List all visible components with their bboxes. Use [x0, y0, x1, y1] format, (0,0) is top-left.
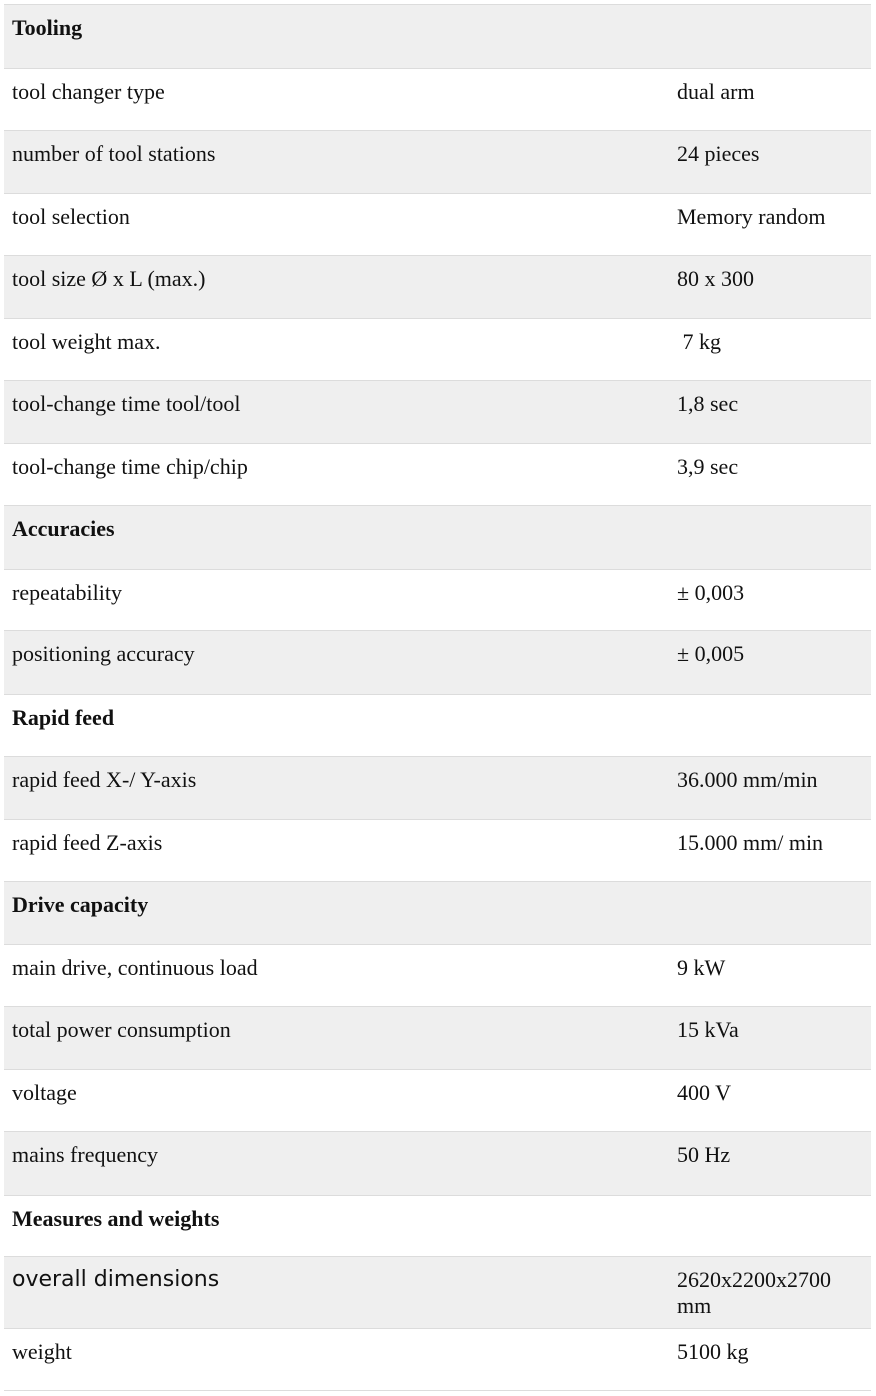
table-row	[4, 945, 871, 1007]
spec-value: 3,9 sec	[668, 444, 871, 506]
table-row	[4, 1257, 871, 1329]
section-value	[668, 5, 871, 69]
spec-label: tool-change time tool/tool	[4, 381, 668, 444]
table-row	[4, 1132, 871, 1196]
section-value	[668, 1196, 871, 1257]
spec-label: overall dimensions	[4, 1257, 668, 1329]
spec-label: tool changer type	[4, 69, 668, 131]
section-row-rapid-feed	[4, 695, 871, 757]
spec-value: ± 0,003	[668, 570, 871, 631]
spec-value: 36.000 mm/min	[668, 757, 871, 820]
section-row-measures-weights	[4, 1196, 871, 1257]
spec-label: number of tool stations	[4, 131, 668, 194]
section-title: Accuracies	[4, 506, 668, 570]
spec-label: tool size Ø x L (max.)	[4, 256, 668, 319]
section-row-tooling	[4, 5, 871, 69]
table-row	[4, 444, 871, 506]
spec-label: tool selection	[4, 194, 668, 256]
spec-value: 15.000 mm/ min	[668, 820, 871, 882]
section-row-drive-capacity	[4, 882, 871, 945]
table-row	[4, 757, 871, 820]
table-row	[4, 631, 871, 695]
spec-value: 80 x 300	[668, 256, 871, 319]
section-title: Drive capacity	[4, 882, 668, 945]
spec-label: weight	[4, 1329, 668, 1391]
spec-label: voltage	[4, 1070, 668, 1132]
spec-table	[4, 4, 871, 1391]
spec-label: rapid feed X-/ Y-axis	[4, 757, 668, 820]
section-value	[668, 882, 871, 945]
section-title: Tooling	[4, 5, 668, 69]
spec-value: 9 kW	[668, 945, 871, 1007]
spec-label: mains frequency	[4, 1132, 668, 1196]
table-row	[4, 381, 871, 444]
spec-value: 15 kVa	[668, 1007, 871, 1070]
table-row	[4, 1007, 871, 1070]
table-row	[4, 319, 871, 381]
spec-value: 7 kg	[668, 319, 871, 381]
spec-value: 1,8 sec	[668, 381, 871, 444]
spec-label: tool weight max.	[4, 319, 668, 381]
table-row	[4, 194, 871, 256]
spec-value: 5100 kg	[668, 1329, 871, 1391]
table-row	[4, 570, 871, 631]
spec-value: 24 pieces	[668, 131, 871, 194]
spec-label: repeatability	[4, 570, 668, 631]
spec-label: main drive, continuous load	[4, 945, 668, 1007]
spec-label: positioning accuracy	[4, 631, 668, 695]
spec-value: ± 0,005	[668, 631, 871, 695]
table-row	[4, 1070, 871, 1132]
spec-value: 2620x2200x2700 mm	[668, 1257, 871, 1329]
section-row-accuracies	[4, 506, 871, 570]
spec-value: dual arm	[668, 69, 871, 131]
section-value	[668, 695, 871, 757]
table-row	[4, 256, 871, 319]
section-title: Rapid feed	[4, 695, 668, 757]
spec-value: 400 V	[668, 1070, 871, 1132]
spec-label: tool-change time chip/chip	[4, 444, 668, 506]
section-value	[668, 506, 871, 570]
spec-label: total power consumption	[4, 1007, 668, 1070]
table-row	[4, 69, 871, 131]
spec-value: Memory random	[668, 194, 871, 256]
section-title: Measures and weights	[4, 1196, 668, 1257]
spec-value: 50 Hz	[668, 1132, 871, 1196]
table-row	[4, 131, 871, 194]
table-row	[4, 820, 871, 882]
table-row	[4, 1329, 871, 1391]
spec-label: rapid feed Z-axis	[4, 820, 668, 882]
